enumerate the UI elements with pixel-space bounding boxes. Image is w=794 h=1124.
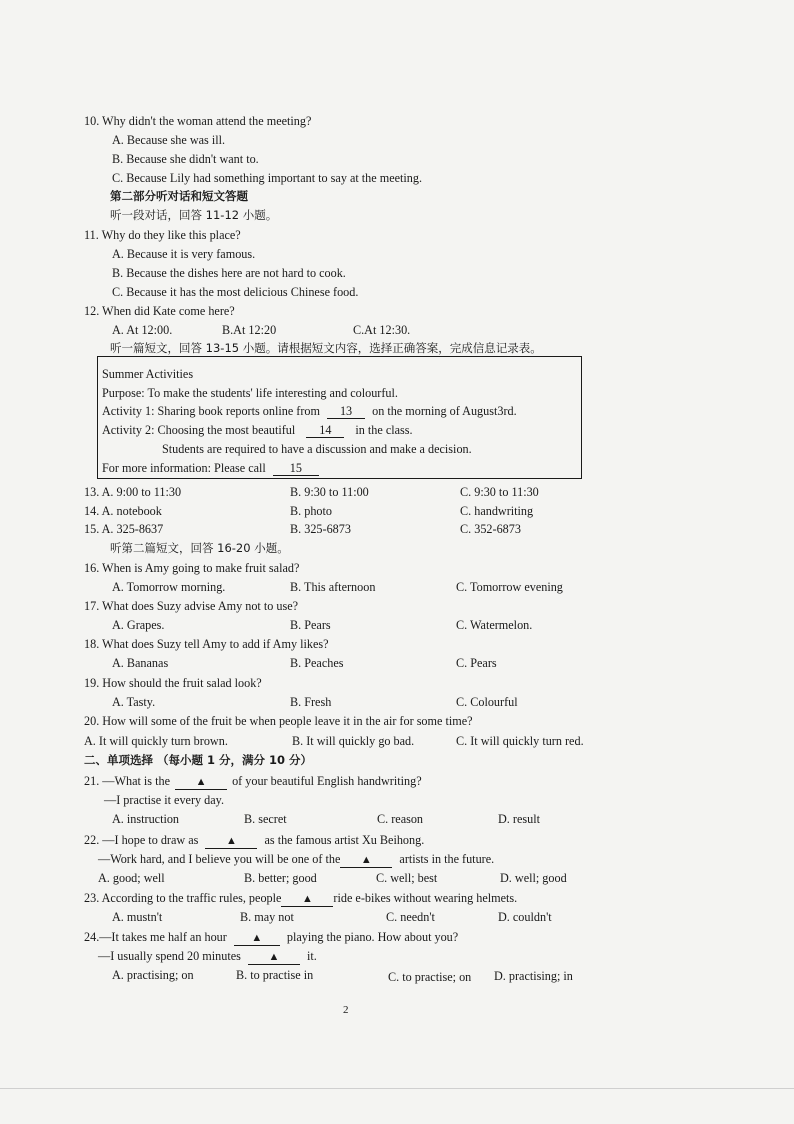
q23-option-a: A. mustn't [112, 910, 163, 924]
q11-stem: 11. Why do they like this place? [84, 228, 241, 242]
q24-option-c: C. to practise; on [388, 970, 472, 984]
box-title: Summer Activities [102, 367, 194, 381]
q16-option-b: B. This afternoon [290, 580, 376, 594]
q14-option-a: 14. A. notebook [84, 504, 162, 518]
q17-option-b: B. Pears [290, 618, 331, 632]
q10-option-a: A. Because she was ill. [112, 133, 226, 147]
q24-stem-end: playing the piano. How about you? [286, 930, 459, 944]
q22-blank: ▲ [205, 834, 257, 849]
more-info-text: For more information: Please call [102, 461, 266, 475]
q24-reply [98, 948, 317, 965]
q21-option-b: B. secret [244, 812, 287, 826]
q15-option-b: B. 325-6873 [290, 522, 351, 536]
q22-reply-start: —Work hard, and I believe you will be one of the [98, 852, 341, 866]
q24-reply-start: —I usually spend 20 minutes [98, 949, 241, 963]
passage2-intro: 听第二篇短文，回答 16-20 小题。 [110, 541, 289, 555]
q22-reply [98, 851, 494, 868]
q22-reply-end: artists in the future. [399, 852, 495, 866]
q16-stem: 16. When is Amy going to make fruit salad? [84, 561, 300, 575]
q23-option-b: B. may not [240, 910, 294, 924]
q15-option-a: 15. A. 325-8637 [84, 522, 164, 536]
q23-stem-end: ride e-bikes without wearing helmets. [333, 891, 518, 905]
box-activity-2 [102, 422, 413, 438]
q22-stem-start: 22. —I hope to draw as [84, 833, 199, 847]
q20-option-a: A. It will quickly turn brown. [84, 734, 228, 748]
q22-reply-blank: ▲ [340, 853, 392, 868]
q15-option-c: C. 352-6873 [460, 522, 521, 536]
q18-stem: 18. What does Suzy tell Amy to add if Amy likes? [84, 637, 329, 651]
q17-stem: 17. What does Suzy advise Amy not to use? [84, 599, 299, 613]
q24-stem-start: 24.—It takes me half an hour [84, 930, 227, 944]
q10-option-b: B. Because she didn't want to. [112, 152, 259, 166]
box-more-info [102, 460, 319, 476]
q19-option-b: B. Fresh [290, 695, 332, 709]
q13-option-a: 13. A. 9:00 to 11:30 [84, 485, 182, 499]
q23-option-c: C. needn't [386, 910, 435, 924]
q19-option-c: C. Colourful [456, 695, 518, 709]
q21-option-c: C. reason [377, 812, 424, 826]
activity-1-text-end: on the morning of August3rd. [372, 404, 517, 418]
q16-option-c: C. Tomorrow evening [456, 580, 563, 594]
q24-reply-blank: ▲ [248, 950, 300, 965]
q21-stem-end: of your beautiful English handwriting? [232, 774, 422, 788]
q12-option-c: C.At 12:30. [353, 323, 411, 337]
q14-option-c: C. handwriting [460, 504, 534, 518]
q14-option-b: B. photo [290, 504, 332, 518]
q12-option-a: A. At 12:00. [112, 323, 173, 337]
q24-reply-end: it. [306, 949, 317, 963]
q23-option-d: D. couldn't [498, 910, 552, 924]
q21-option-d: D. result [498, 812, 540, 826]
q12-stem: 12. When did Kate come here? [84, 304, 235, 318]
q18-option-b: B. Peaches [290, 656, 344, 670]
q23-stem [84, 890, 517, 907]
q23-blank: ▲ [281, 892, 333, 907]
q21-stem [84, 773, 422, 790]
dialog-intro: 听一段对话，回答 11-12 小题。 [110, 208, 278, 222]
box-purpose: Purpose: To make the students' life interesting and colourful. [102, 386, 398, 400]
q22-stem-end: as the famous artist Xu Beihong. [264, 833, 425, 847]
q24-blank: ▲ [234, 931, 280, 946]
q11-option-b: B. Because the dishes here are not hard to cook. [112, 266, 346, 280]
q22-option-c: C. well; best [376, 871, 438, 885]
q10-option-c: C. Because Lily had something important to say at the meeting. [112, 171, 423, 185]
q11-option-c: C. Because it has the most delicious Chinese food. [112, 285, 359, 299]
q23-stem-start: 23. According to the traffic rules, people [84, 891, 282, 905]
q18-option-a: A. Bananas [112, 656, 169, 670]
q21-reply: —I practise it every day. [104, 793, 225, 807]
part2-title: 第二部分听对话和短文答题 [110, 189, 248, 203]
q24-stem [84, 929, 458, 946]
q20-option-b: B. It will quickly go bad. [292, 734, 415, 748]
q22-option-d: D. well; good [500, 871, 567, 885]
q10-stem: 10. Why didn't the woman attend the meeting? [84, 114, 312, 128]
q19-option-a: A. Tasty. [112, 695, 156, 709]
activity-2-text: Activity 2: Choosing the most beautiful [102, 423, 296, 437]
q24-option-a: A. practising; on [112, 968, 194, 982]
q24-option-d: D. practising; in [494, 969, 573, 983]
q21-stem-start: 21. —What is the [84, 774, 170, 788]
q16-option-a: A. Tomorrow morning. [112, 580, 226, 594]
q13-option-c: C. 9:30 to 11:30 [460, 485, 539, 499]
q20-stem: 20. How will some of the fruit be when people leave it in the air for some time? [84, 714, 473, 728]
q12-option-b: B.At 12:20 [222, 323, 277, 337]
passage1-intro: 听一篇短文，回答 13-15 小题。请根据短文内容，选择正确答案，完成信息记录表。 [110, 341, 542, 355]
q21-option-a: A. instruction [112, 812, 180, 826]
blank-13: 13 [327, 404, 365, 419]
q24-option-b: B. to practise in [236, 968, 314, 982]
q18-option-c: C. Pears [456, 656, 497, 670]
section2-title: 二、单项选择 （每小题 1 分，满分 10 分） [84, 753, 313, 767]
box-activity-2-note: Students are required to have a discussion and make a decision. [162, 442, 472, 456]
activity-2-text-end: in the class. [355, 423, 413, 437]
q17-option-c: C. Watermelon. [456, 618, 533, 632]
activity-1-text: Activity 1: Sharing book reports online from [102, 404, 320, 418]
q22-stem [84, 832, 424, 849]
blank-14: 14 [306, 423, 344, 438]
page-number: 2 [343, 1004, 349, 1016]
scan-edge-line [0, 1088, 794, 1089]
q22-option-a: A. good; well [98, 871, 165, 885]
blank-15: 15 [273, 461, 319, 476]
q21-blank: ▲ [175, 775, 227, 790]
q19-stem: 19. How should the fruit salad look? [84, 676, 262, 690]
q11-option-a: A. Because it is very famous. [112, 247, 256, 261]
q17-option-a: A. Grapes. [112, 618, 165, 632]
box-activity-1 [102, 403, 517, 419]
q22-option-b: B. better; good [244, 871, 317, 885]
q20-option-c: C. It will quickly turn red. [456, 734, 584, 748]
q13-option-b: B. 9:30 to 11:00 [290, 485, 369, 499]
